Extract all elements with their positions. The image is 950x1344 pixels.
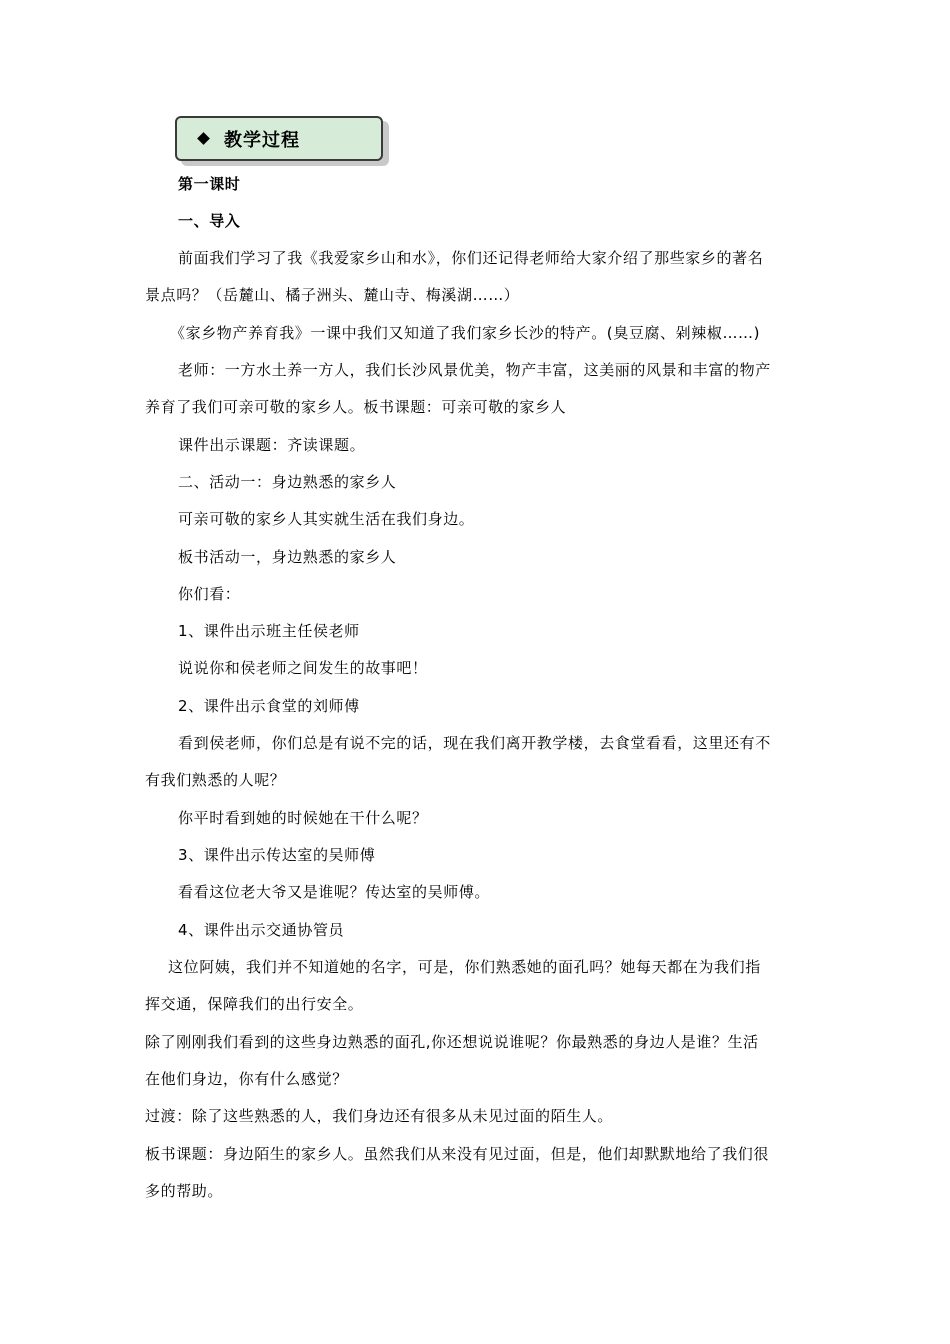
section-title: 教学过程 <box>224 129 300 151</box>
paragraph-line: 挥交通，保障我们的出行安全。 <box>145 995 364 1013</box>
paragraph-line: 你平时看到她的时候她在干什么呢？ <box>178 809 428 827</box>
paragraph-line: 前面我们学习了我《我爱家乡山和水》，你们还记得老师给大家介绍了那些家乡的著名 <box>178 249 764 267</box>
heading-intro: 一、导入 <box>178 212 241 230</box>
paragraph-line: 多的帮助。 <box>145 1182 224 1200</box>
paragraph-line: 老师：一方水土养一方人，我们长沙风景优美，物产丰富，这美丽的风景和丰富的物产 <box>178 361 771 379</box>
paragraph-line: 看看这位老大爷又是谁呢？传达室的吴师傅。 <box>178 883 491 901</box>
list-item: 1、课件出示班主任侯老师 <box>178 622 360 640</box>
paragraph-line: 养育了我们可亲可敬的家乡人。板书课题：可亲可敬的家乡人 <box>145 398 567 416</box>
lesson-label: 第一课时 <box>178 175 241 193</box>
paragraph-line: 板书课题：身边陌生的家乡人。虽然我们从来没有见过面，但是，他们却默默地给了我们很 <box>145 1145 770 1163</box>
paragraph-line: 可亲可敬的家乡人其实就生活在我们身边。 <box>178 510 475 528</box>
paragraph-line: 看到侯老师，你们总是有说不完的话，现在我们离开教学楼，去食堂看看，这里还有不 <box>178 734 771 752</box>
diamond-bullet-icon <box>197 132 210 145</box>
paragraph-line: 板书活动一，身边熟悉的家乡人 <box>178 548 397 566</box>
paragraph-line: 这位阿姨，我们并不知道她的名字，可是，你们熟悉她的面孔吗？她每天都在为我们指 <box>168 958 761 976</box>
section-banner <box>175 116 383 161</box>
paragraph-line: 过渡：除了这些熟悉的人，我们身边还有很多从未见过面的陌生人。 <box>145 1107 614 1125</box>
paragraph-line: 说说你和侯老师之间发生的故事吧！ <box>178 659 428 677</box>
heading-activity-one: 二、活动一：身边熟悉的家乡人 <box>178 473 397 491</box>
list-item: 2、课件出示食堂的刘师傅 <box>178 697 360 715</box>
paragraph-line: 课件出示课题：齐读课题。 <box>178 436 366 454</box>
paragraph-line: 《家乡物产养育我》一课中我们又知道了我们家乡长沙的特产。(臭豆腐、剁辣椒……) <box>170 324 761 342</box>
list-item: 3、课件出示传达室的吴师傅 <box>178 846 376 864</box>
paragraph-line: 你们看： <box>178 585 241 603</box>
paragraph-line: 在他们身边，你有什么感觉？ <box>145 1070 348 1088</box>
paragraph-line: 景点吗？（岳麓山、橘子洲头、麓山寺、梅溪湖……） <box>145 286 520 304</box>
paragraph-line: 有我们熟悉的人呢？ <box>145 771 286 789</box>
list-item: 4、课件出示交通协管员 <box>178 921 345 939</box>
paragraph-line: 除了刚刚我们看到的这些身边熟悉的面孔,你还想说说谁呢？你最熟悉的身边人是谁？生活 <box>145 1033 759 1051</box>
